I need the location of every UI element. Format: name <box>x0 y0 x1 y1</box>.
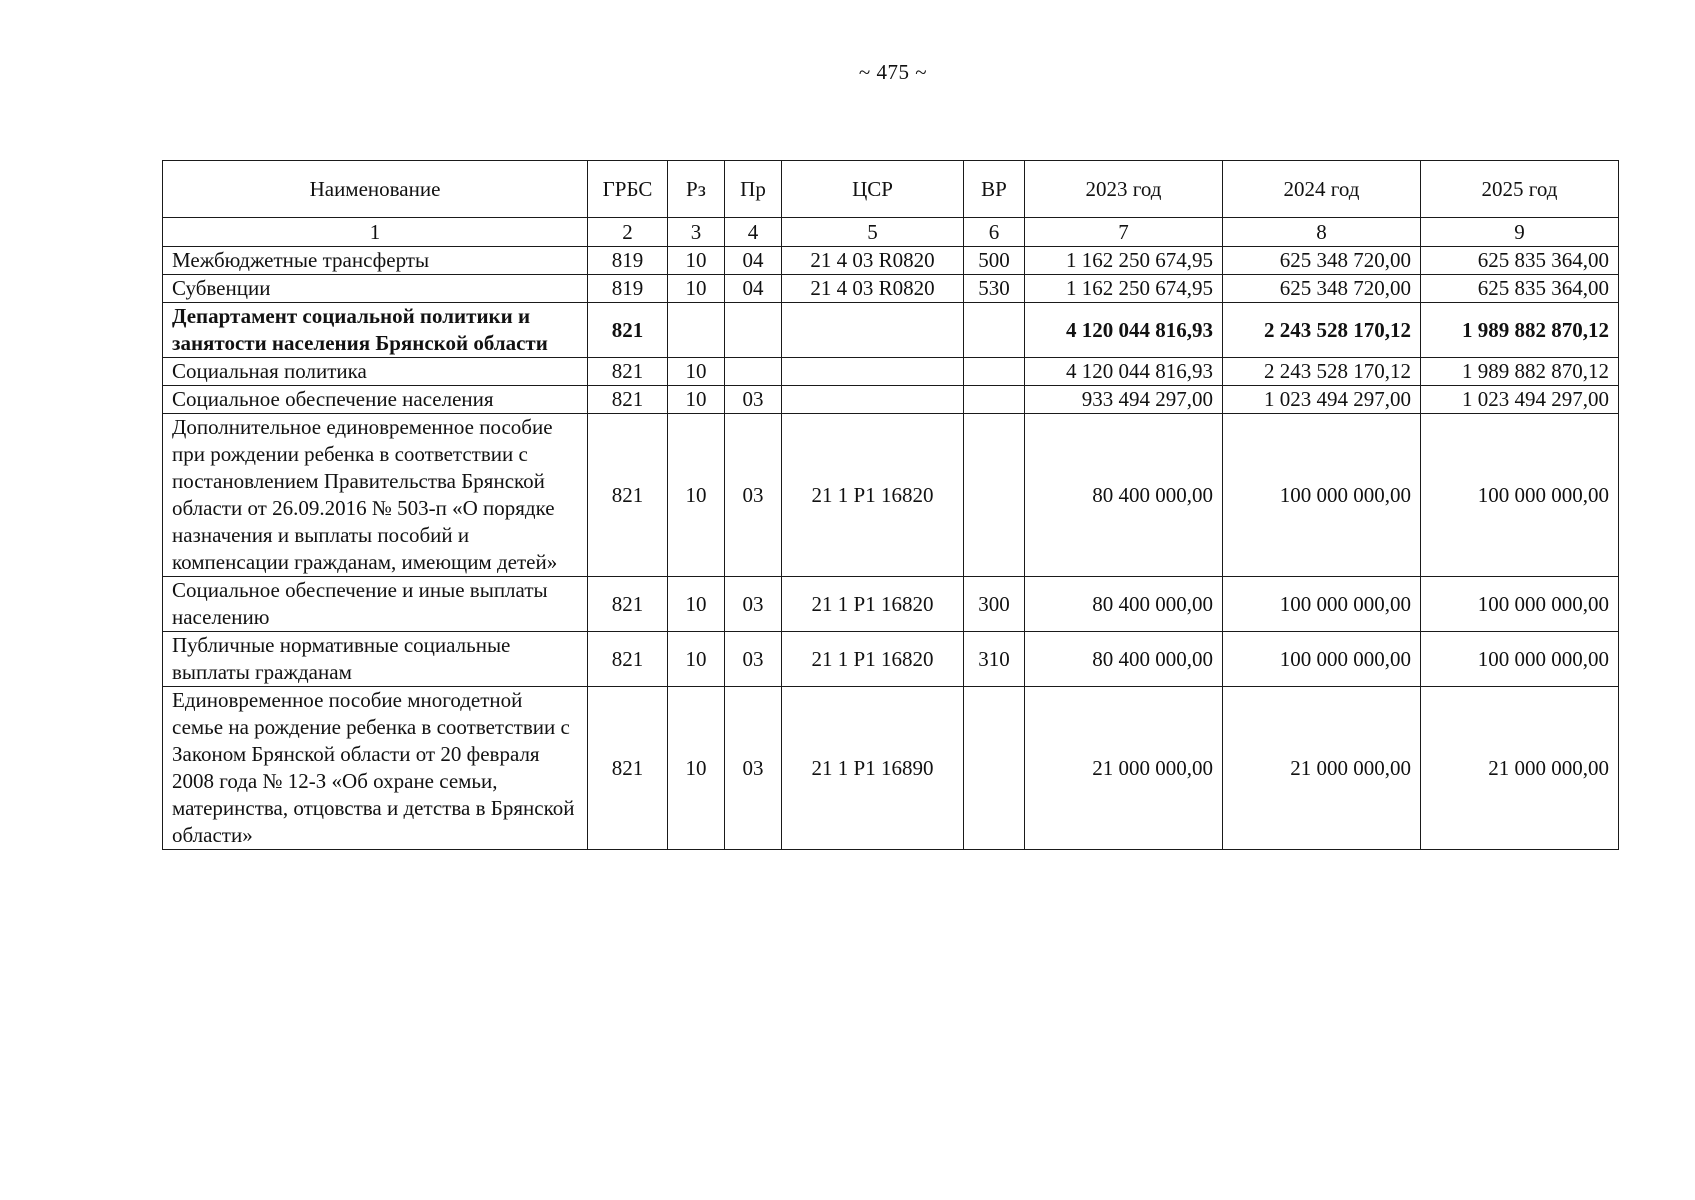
row-name: Субвенции <box>163 275 588 303</box>
row-name: Межбюджетные трансферты <box>163 247 588 275</box>
row-2025: 100 000 000,00 <box>1421 632 1619 687</box>
row-csr <box>782 386 964 414</box>
row-vr <box>964 358 1025 386</box>
row-name: Социальное обеспечение и иные выплаты населению <box>163 577 588 632</box>
row-vr <box>964 303 1025 358</box>
row-grbs: 821 <box>588 632 668 687</box>
row-rz: 10 <box>668 632 725 687</box>
row-2024: 100 000 000,00 <box>1223 632 1421 687</box>
row-grbs: 821 <box>588 386 668 414</box>
column-number: 6 <box>964 218 1025 247</box>
row-csr: 21 4 03 R0820 <box>782 247 964 275</box>
row-vr <box>964 414 1025 577</box>
row-grbs: 821 <box>588 687 668 850</box>
table-row <box>163 386 1619 414</box>
row-rz: 10 <box>668 414 725 577</box>
row-name: Социальная политика <box>163 358 588 386</box>
row-rz: 10 <box>668 386 725 414</box>
row-2023: 933 494 297,00 <box>1025 386 1223 414</box>
column-number: 1 <box>163 218 588 247</box>
row-2023: 80 400 000,00 <box>1025 632 1223 687</box>
row-2024: 21 000 000,00 <box>1223 687 1421 850</box>
row-csr: 21 4 03 R0820 <box>782 275 964 303</box>
row-csr: 21 1 P1 16820 <box>782 577 964 632</box>
row-2023: 1 162 250 674,95 <box>1025 247 1223 275</box>
table-row-department <box>163 303 1619 358</box>
column-number: 8 <box>1223 218 1421 247</box>
row-grbs: 821 <box>588 414 668 577</box>
row-2025: 1 989 882 870,12 <box>1421 358 1619 386</box>
column-number: 3 <box>668 218 725 247</box>
header-rz: Рз <box>668 161 725 218</box>
row-pr: 03 <box>725 577 782 632</box>
row-pr <box>725 358 782 386</box>
row-csr <box>782 303 964 358</box>
row-grbs: 821 <box>588 577 668 632</box>
header-2023: 2023 год <box>1025 161 1223 218</box>
row-vr: 310 <box>964 632 1025 687</box>
row-csr: 21 1 P1 16820 <box>782 414 964 577</box>
row-2025: 100 000 000,00 <box>1421 414 1619 577</box>
header-2024: 2024 год <box>1223 161 1421 218</box>
row-2024: 100 000 000,00 <box>1223 577 1421 632</box>
row-pr: 03 <box>725 414 782 577</box>
row-2023: 21 000 000,00 <box>1025 687 1223 850</box>
column-number: 9 <box>1421 218 1619 247</box>
row-name: Социальное обеспечение населения <box>163 386 588 414</box>
row-grbs: 819 <box>588 275 668 303</box>
table-row <box>163 358 1619 386</box>
row-vr <box>964 687 1025 850</box>
row-rz: 10 <box>668 687 725 850</box>
row-2024: 1 023 494 297,00 <box>1223 386 1421 414</box>
row-pr: 03 <box>725 687 782 850</box>
row-2025: 625 835 364,00 <box>1421 247 1619 275</box>
row-rz: 10 <box>668 275 725 303</box>
row-2023: 1 162 250 674,95 <box>1025 275 1223 303</box>
row-pr: 04 <box>725 275 782 303</box>
table-row <box>163 687 1619 850</box>
header-vr: ВР <box>964 161 1025 218</box>
row-pr: 04 <box>725 247 782 275</box>
column-number: 7 <box>1025 218 1223 247</box>
row-vr <box>964 386 1025 414</box>
row-2023: 4 120 044 816,93 <box>1025 358 1223 386</box>
row-name: Публичные нормативные социальные выплаты гражданам <box>163 632 588 687</box>
row-rz <box>668 303 725 358</box>
row-grbs: 821 <box>588 358 668 386</box>
row-vr: 300 <box>964 577 1025 632</box>
row-2023: 4 120 044 816,93 <box>1025 303 1223 358</box>
header-2025: 2025 год <box>1421 161 1619 218</box>
column-number: 4 <box>725 218 782 247</box>
row-csr: 21 1 P1 16890 <box>782 687 964 850</box>
row-2023: 80 400 000,00 <box>1025 414 1223 577</box>
row-grbs: 819 <box>588 247 668 275</box>
row-2024: 625 348 720,00 <box>1223 247 1421 275</box>
table-header-row <box>163 161 1619 218</box>
row-vr: 500 <box>964 247 1025 275</box>
row-2025: 100 000 000,00 <box>1421 577 1619 632</box>
column-number: 5 <box>782 218 964 247</box>
row-name: Дополнительное единовременное пособие при рождении ребенка в соответствии с постановлением Правительства Брянской области от 26.09.2016 № 503-п «О порядке назначения и выплаты пособий и компенсации гражданам, имеющим детей» <box>163 414 588 577</box>
row-2025: 1 989 882 870,12 <box>1421 303 1619 358</box>
table-row <box>163 632 1619 687</box>
header-csr: ЦСР <box>782 161 964 218</box>
table-row <box>163 275 1619 303</box>
header-name: Наименование <box>163 161 588 218</box>
row-2024: 2 243 528 170,12 <box>1223 303 1421 358</box>
header-grbs: ГРБС <box>588 161 668 218</box>
row-vr: 530 <box>964 275 1025 303</box>
row-2024: 100 000 000,00 <box>1223 414 1421 577</box>
row-pr: 03 <box>725 632 782 687</box>
row-grbs: 821 <box>588 303 668 358</box>
row-pr: 03 <box>725 386 782 414</box>
row-2025: 1 023 494 297,00 <box>1421 386 1619 414</box>
row-name: Единовременное пособие многодетной семье на рождение ребенка в соответствии с Законом Брянской области от 20 февраля 2008 года № 12-З «Об охране семьи, материнства, отцовства и детства в Брянской области» <box>163 687 588 850</box>
row-2024: 625 348 720,00 <box>1223 275 1421 303</box>
budget-table <box>162 160 1619 850</box>
header-pr: Пр <box>725 161 782 218</box>
row-csr <box>782 358 964 386</box>
row-rz: 10 <box>668 577 725 632</box>
table-row <box>163 247 1619 275</box>
row-name: Департамент социальной политики и занятости населения Брянской области <box>163 303 588 358</box>
row-2025: 21 000 000,00 <box>1421 687 1619 850</box>
row-rz: 10 <box>668 358 725 386</box>
column-number-row <box>163 218 1619 247</box>
page-number: ~ 475 ~ <box>858 60 928 84</box>
row-pr <box>725 303 782 358</box>
row-rz: 10 <box>668 247 725 275</box>
row-2024: 2 243 528 170,12 <box>1223 358 1421 386</box>
row-2025: 625 835 364,00 <box>1421 275 1619 303</box>
row-csr: 21 1 P1 16820 <box>782 632 964 687</box>
row-2023: 80 400 000,00 <box>1025 577 1223 632</box>
table-row <box>163 577 1619 632</box>
table-row <box>163 414 1619 577</box>
column-number: 2 <box>588 218 668 247</box>
